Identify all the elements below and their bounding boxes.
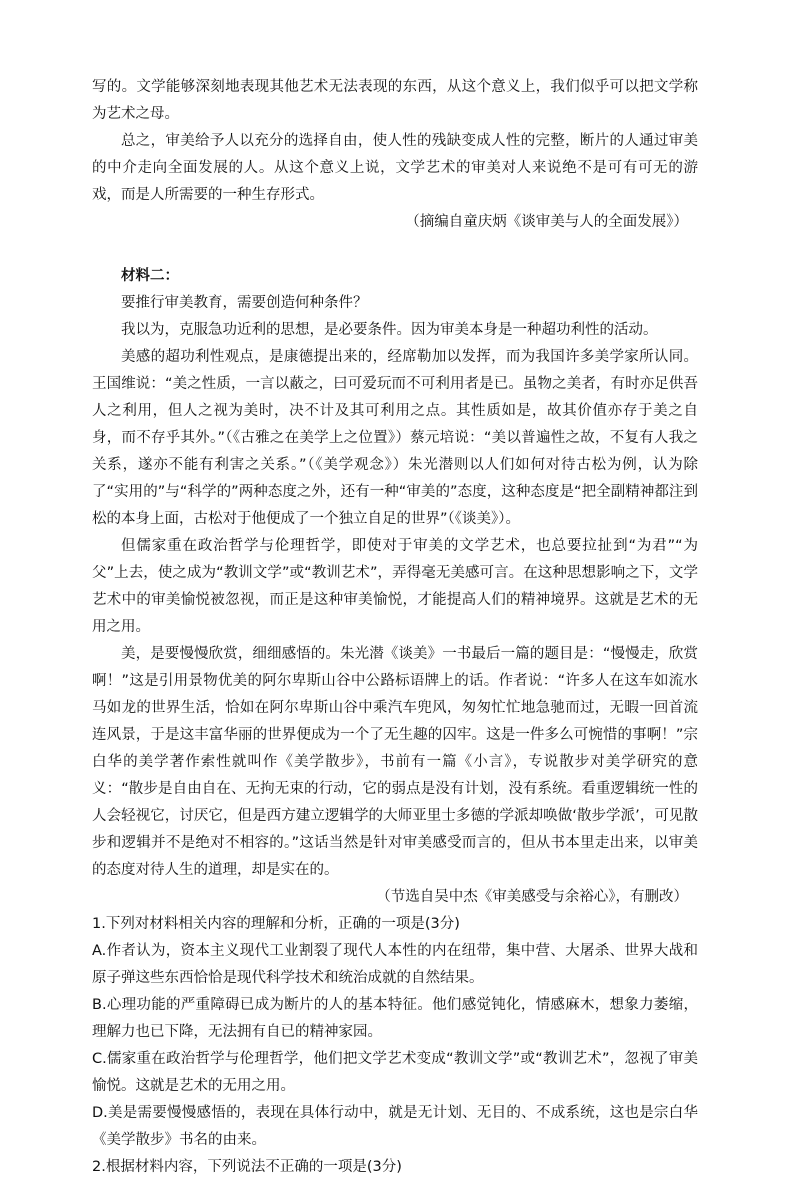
material2-paragraph: 我以为，克服急功近利的思想，是必要条件。因为审美本身是一种超功利性的活动。 <box>121 322 658 338</box>
material2-title: 材料二： <box>121 268 179 284</box>
material1-source: （摘编自童庆炳《谈审美与人的全面发展》） <box>405 214 688 230</box>
question-1-option-d: D.美是需要慢慢感悟的，表现在具体行动中，就是无计划、无目的、不成系统，这也是宗白华《美学散步》书名的由来。 <box>92 1105 698 1148</box>
question-2-stem: 2.根据材料内容，下列说法不正确的一项是(3分) <box>92 1159 402 1175</box>
question-1-stem: 1.下列对材料相关内容的理解和分析，正确的一项是(3分) <box>92 916 460 932</box>
material2-source: （节选自吴中杰《审美感受与余裕心》，有删改） <box>376 889 688 905</box>
material2-paragraph: 美，是要慢慢欣赏，细细感悟的。朱光潜《谈美》一书最后一篇的题目是：“慢慢走，欣赏啊！”这是引用景物优美的阿尔卑斯山谷中公路标语牌上的话。作者说：“许多人在这车如流水马如龙的世界生活，恰如在阿尔卑斯山谷中乘汽车兜风，匆匆忙忙地急驰而过，无暇一回首流连风景，于是这丰富华丽的世界便成为一个了无生趣的囚牢。这是一件多么可惋惜的事啊！”宗白华的美学著作索性就叫作《美学散步》，书前有一篇《小言》，专说散步对美学研究的意义：“散步是自由自在、无拘无束的行动，它的弱点是没有计划，没有系统。看重逻辑统一性的人会轻视它，讨厌它，但是西方建立逻辑学的大师亚里士多德的学派却唤做‘散步学派’，可见散步和逻辑并不是绝对不相容的。”这话当然是针对审美感受而言的，但从书本里走出来，以审美的态度对待人生的道理，却是实在的。 <box>92 646 698 878</box>
material1-conclusion-paragraph: 总之，审美给予人以充分的选择自由，使人性的残缺变成人性的完整，断片的人通过审美的中介走向全面发展的人。从这个意义上说，文学艺术的审美对人来说绝不是可有可无的游戏，而是人所需要的一种生存形式。 <box>92 133 698 203</box>
material2-paragraph: 但儒家重在政治哲学与伦理哲学，即使对于审美的文学艺术，也总要拉扯到“为君”“为父”上去，使之成为“教训文学”或“教训艺术”，弄得毫无美感可言。在这种思想影响之下，文学艺术中的审美愉悦被忽视，而正是这种审美愉悦，才能提高人们的精神境界。这就是艺术的无用之用。 <box>92 538 698 635</box>
material2-paragraph: 美感的超功利性观点，是康德提出来的，经席勒加以发挥，而为我国许多美学家所认同。王国维说：“美之性质，一言以蔽之，曰可爱玩而不可利用者是已。虽物之美者，有时亦足供吾人之利用，但人之视为美时，决不计及其可利用之点。其性质如是，故其价值亦存于美之自身，而不存乎其外。”（《古雅之在美学上之位置》）蔡元培说：“美以普遍性之故，不复有人我之关系，遂亦不能有利害之关系。”（《美学观念》）朱光潜则以人们如何对待古松为例，认为除了“实用的”与“科学的”两种态度之外，还有一种“审美的”态度，这种态度是“把全副精神都注到松的本身上面，古松对于他便成了一个独立自足的世界”（《谈美》）。 <box>92 349 698 527</box>
document-page <box>92 74 698 1181</box>
question-1-option-a: A.作者认为，资本主义现代工业割裂了现代人本性的内在纽带，集中营、大屠杀、世界大战和原子弹这些东西恰恰是现代科学技术和统治成就的自然结果。 <box>92 943 698 986</box>
question-1-option-b: B.心理功能的严重障碍已成为断片的人的基本特征。他们感觉钝化，情感麻木，想象力萎缩，理解力也已下降，无法拥有自已的精神家园。 <box>92 997 698 1040</box>
question-1-option-c: C.儒家重在政治哲学与伦理哲学，他们把文学艺术变成“教训文学”或“教训艺术”，忽视了审美愉悦。这就是艺术的无用之用。 <box>92 1051 698 1094</box>
material2-paragraph: 要推行审美教育，需要创造何种条件？ <box>121 295 368 311</box>
material1-tail-paragraph: 写的。文学能够深刻地表现其他艺术无法表现的东西，从这个意义上，我们似乎可以把文学称为艺术之母。 <box>92 79 698 122</box>
section-gap <box>92 236 698 263</box>
